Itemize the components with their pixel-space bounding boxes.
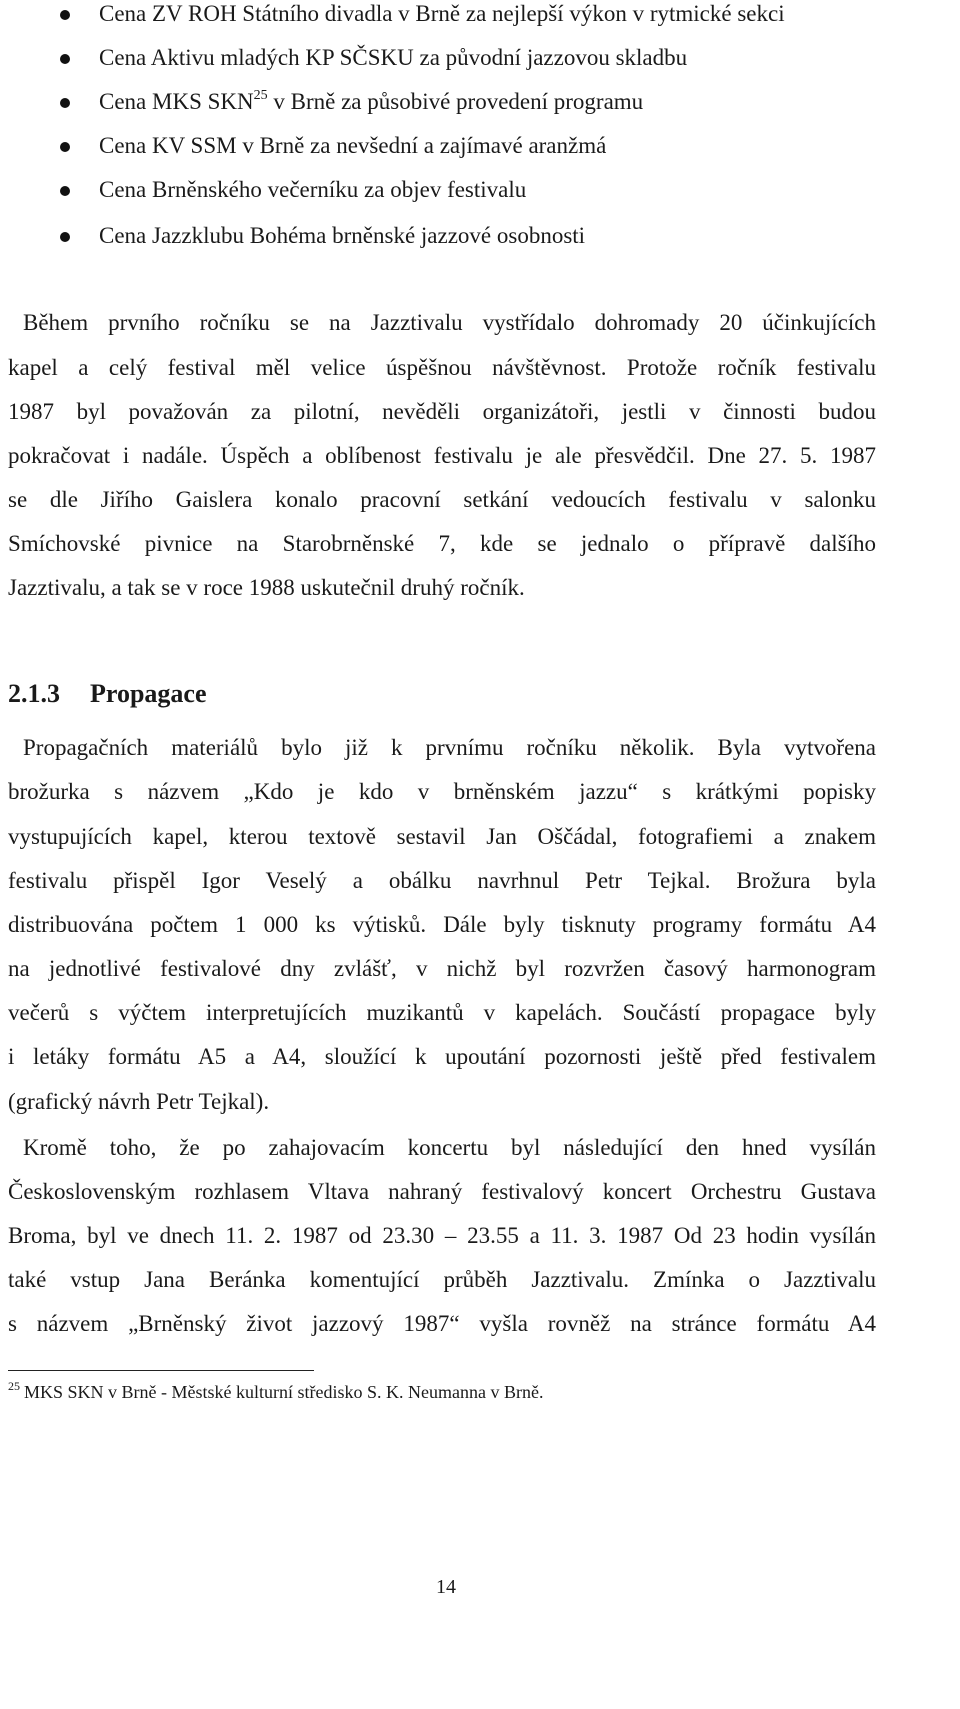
footnote	[8, 1380, 543, 1404]
section-heading	[8, 678, 207, 710]
text-line: kapel a celý festival měl velice úspěšnou návštěvnost. Protože ročník festivalu	[8, 355, 876, 380]
text-line: také vstup Jana Beránka komentující průběh Jazztivalu. Zmínka o Jazztivalu	[8, 1267, 876, 1292]
footnote-reference: 25	[253, 88, 268, 103]
list-item-text: Cena Brněnského večerníku za objev festivalu	[99, 177, 527, 202]
list-item-text: Cena Aktivu mladých KP SČSKU za původní jazzovou skladbu	[99, 45, 688, 70]
text-line: večerů s výčtem interpretujících muzikantů v kapelách. Součástí propagace byly	[8, 1000, 876, 1025]
bullet-icon	[60, 232, 70, 242]
text-line: Propagačních materiálů bylo již k prvnímu ročníku několik. Byla vytvořena	[23, 735, 876, 760]
list-item-text-end: v Brně za působivé provedení programu	[267, 89, 644, 114]
page-number: 14	[436, 1576, 456, 1598]
bullet-icon	[60, 98, 70, 108]
section-number: 2.1.3	[8, 679, 60, 708]
bullet-icon	[60, 10, 70, 20]
bullet-icon	[60, 54, 70, 64]
text-line: pokračovat i nadále. Úspěch a oblíbenost festivalu je ale přesvědčil. Dne 27. 5. 1987	[8, 443, 876, 468]
bullet-icon	[60, 186, 70, 196]
text-line: Československým rozhlasem Vltava nahraný festivalový koncert Orchestru Gustava	[8, 1179, 876, 1204]
footnote-separator	[8, 1370, 314, 1371]
text-line: brožurka s názvem „Kdo je kdo v brněnském jazzu“ s krátkými popisky	[8, 779, 876, 804]
text-line: Smíchovské pivnice na Starobrněnské 7, kde se jednalo o přípravě dalšího	[8, 531, 876, 556]
section-title: Propagace	[90, 679, 207, 708]
text-line: se dle Jiřího Gaislera konalo pracovní setkání vedoucích festivalu v salonku	[8, 487, 876, 512]
text-line: na jednotlivé festivalové dny zvlášť, v nichž byl rozvržen časový harmonogram	[8, 956, 876, 981]
text-line: s názvem „Brněnský život jazzový 1987“ vyšla rovněž na stránce formátu A4	[8, 1311, 876, 1336]
text-line: vystupujících kapel, kterou textově sestavil Jan Oščádal, fotografiemi a znakem	[8, 824, 876, 849]
text-line: (grafický návrh Petr Tejkal).	[8, 1089, 270, 1114]
list-item-text: Cena KV SSM v Brně za nevšední a zajímavé aranžmá	[99, 133, 607, 158]
text-line: distribuována počtem 1 000 ks výtisků. Dále byly tisknuty programy formátu A4	[8, 912, 876, 937]
bullet-icon	[60, 142, 70, 152]
list-item-text: Cena ZV ROH Státního divadla v Brně za nejlepší výkon v rytmické sekci	[99, 1, 785, 26]
text-line: Jazztivalu, a tak se v roce 1988 uskutečnil druhý ročník.	[8, 575, 525, 600]
text-line: Broma, byl ve dnech 11. 2. 1987 od 23.30 – 23.55 a 11. 3. 1987 Od 23 hodin vysílán	[8, 1223, 876, 1248]
footnote-text: MKS SKN v Brně - Městské kulturní středisko S. K. Neumanna v Brně.	[24, 1382, 544, 1402]
list-item-text: Cena Jazzklubu Bohéma brněnské jazzové osobnosti	[99, 223, 586, 248]
footnote-mark: 25	[8, 1379, 20, 1393]
text-line: i letáky formátu A5 a A4, sloužící k upoutání pozornosti ještě před festivalem	[8, 1044, 876, 1069]
list-item-text-start: Cena MKS SKN	[99, 89, 254, 114]
text-line: Během prvního ročníku se na Jazztivalu vystřídalo dohromady 20 účinkujících	[23, 310, 876, 335]
text-line: Kromě toho, že po zahajovacím koncertu byl následující den hned vysílán	[23, 1135, 876, 1160]
list-item-text	[99, 88, 643, 116]
text-line: 1987 byl považován za pilotní, nevěděli organizátoři, jestli v činnosti budou	[8, 399, 876, 424]
text-line: festivalu přispěl Igor Veselý a obálku navrhnul Petr Tejkal. Brožura byla	[8, 868, 876, 893]
